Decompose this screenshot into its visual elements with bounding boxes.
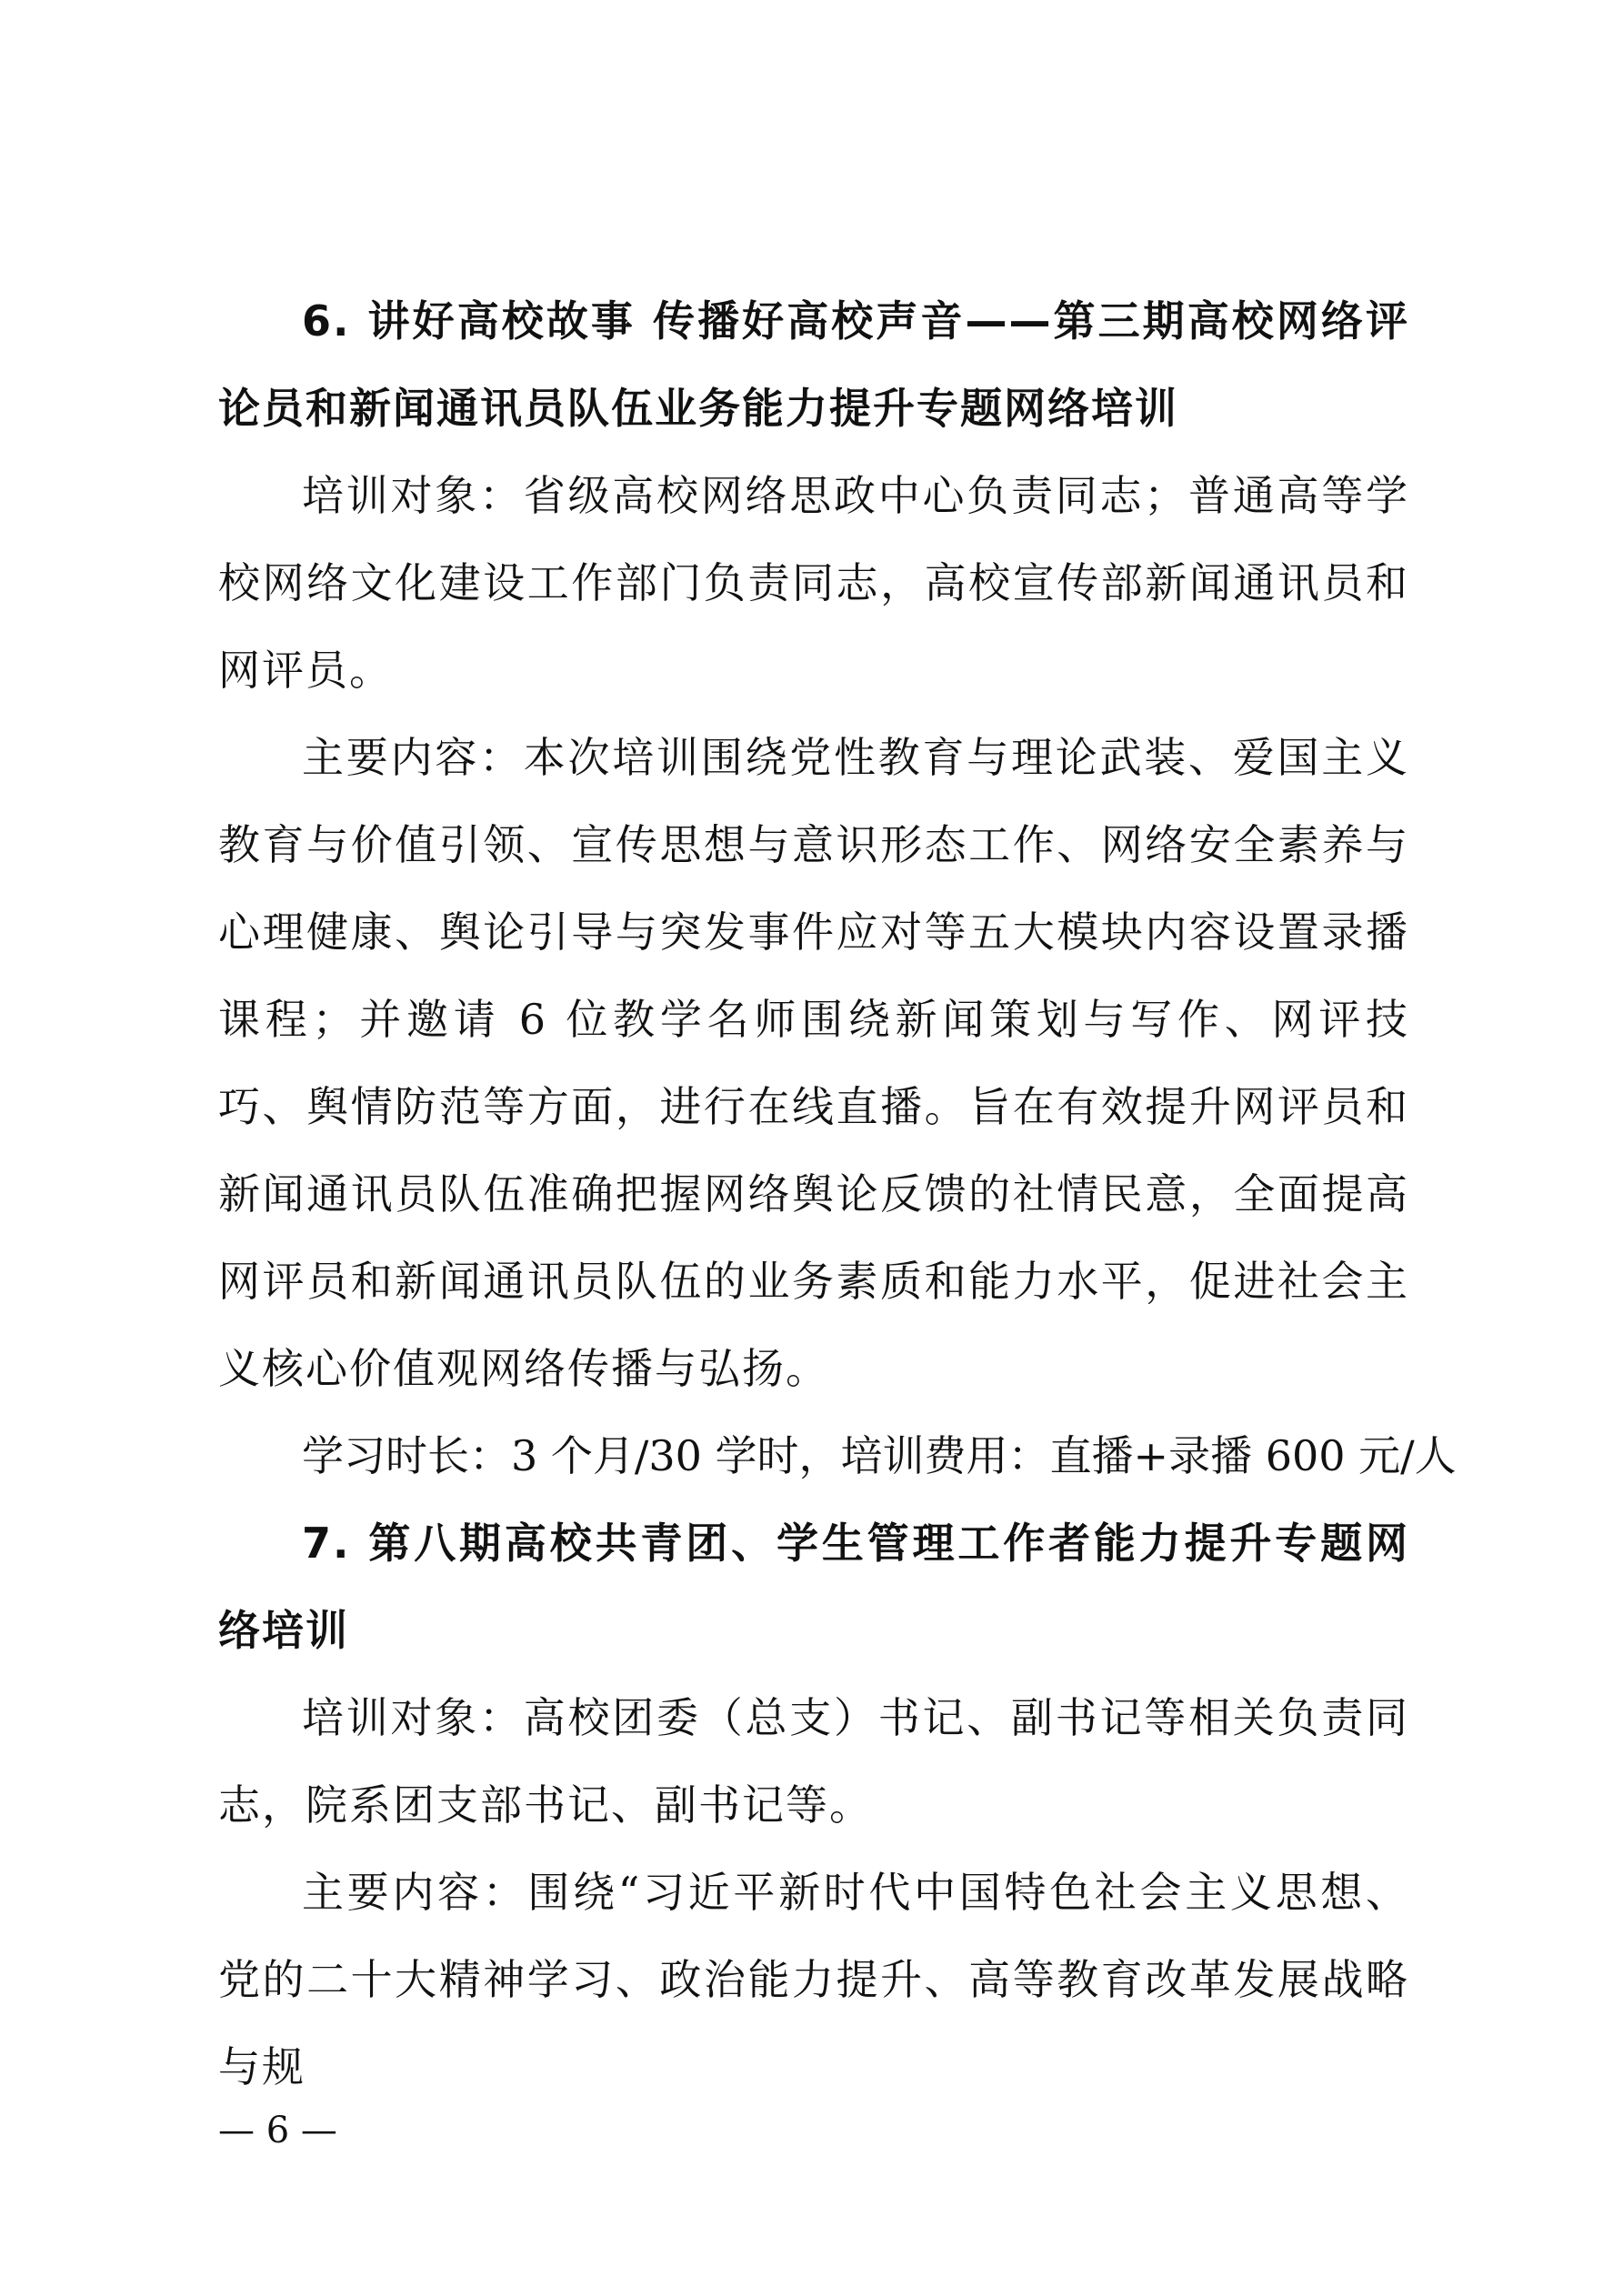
section-7-audience: 培训对象：高校团委（总支）书记、副书记等相关负责同志，院系团支部书记、副书记等。	[218, 1693, 1409, 1830]
page-number: — 6 —	[218, 2110, 337, 2151]
section-7-title: 7. 第八期高校共青团、学生管理工作者能力提升专题网络培训	[218, 1519, 1409, 1655]
section-7-content: 主要内容：围绕“习近平新时代中国特色社会主义思想、党的二十大精神学习、政治能力提升、高等教育改革发展战略与规	[218, 1868, 1409, 2091]
section-6-title: 6. 讲好高校故事 传播好高校声音——第三期高校网络评论员和新闻通讯员队伍业务能力提升专题网络培训	[218, 296, 1409, 433]
section-6-audience: 培训对象：省级高校网络思政中心负责同志；普通高等学校网络文化建设工作部门负责同志，高校宣传部新闻通讯员和网评员。	[218, 471, 1409, 695]
section-6-content: 主要内容：本次培训围绕党性教育与理论武装、爱国主义教育与价值引领、宣传思想与意识形态工作、网络安全素养与心理健康、舆论引导与突发事件应对等五大模块内容设置录播课程；并邀请 6 位教学名师围绕新闻策划与写作、网评技巧、舆情防范等方面，进行在线直播。旨在有效提升网评员和新闻通讯员队伍准确把握网络舆论反馈的社情民意，全面提高网评员和新闻通讯员队伍的业务素质和能力水平，促进社会主义核心价值观网络传播与弘扬。	[218, 733, 1409, 1393]
document-body	[218, 277, 1457, 2111]
section-6-duration: 学习时长：3 个月/30 学时，培训费用：直播+录播 600 元/人	[302, 1431, 1457, 1480]
